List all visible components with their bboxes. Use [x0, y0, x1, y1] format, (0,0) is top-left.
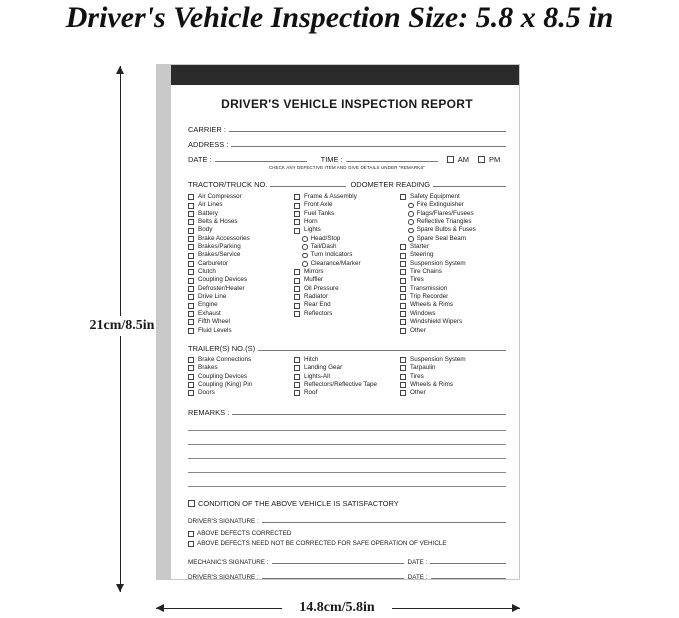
checklist-item[interactable] [400, 364, 506, 372]
checklist-item[interactable] [400, 327, 506, 335]
checklist-item-label: Landing Gear [304, 364, 343, 372]
form-title: DRIVER'S VEHICLE INSPECTION REPORT [221, 97, 473, 111]
checkbox[interactable] [294, 311, 300, 317]
checklist-item[interactable] [188, 260, 294, 268]
remarks-field-line-1[interactable] [232, 414, 506, 415]
satisfactory-label: CONDITION OF THE ABOVE VEHICLE IS SATISFACTORY [198, 498, 399, 508]
checklist-item-label: Lights-All [304, 372, 330, 380]
checklist-item[interactable] [400, 268, 506, 276]
checklist-item-label: Doors [198, 389, 215, 397]
checklist-item[interactable] [400, 381, 506, 389]
checkbox[interactable] [400, 261, 406, 267]
checkbox[interactable] [188, 278, 194, 284]
checklist-item-label: Other [410, 326, 426, 334]
checklist-item-label: Battery [198, 209, 218, 217]
checklist-subitem[interactable] [400, 226, 506, 234]
am-label: AM [457, 155, 469, 164]
radio-circle[interactable] [302, 236, 308, 242]
checklist-item-label: Flags/Flares/Fusees [416, 209, 474, 217]
checklist-item-label: Reflectors [304, 309, 333, 317]
checklist-item[interactable] [400, 193, 506, 201]
checklist-item-label: Exhaust [198, 309, 221, 317]
checklist-item[interactable] [400, 276, 506, 284]
checkbox[interactable] [400, 311, 406, 317]
carrier-row [188, 119, 506, 134]
checklist-item[interactable] [188, 389, 294, 397]
checklist-item-label: Clutch [198, 268, 216, 276]
checklist-subitem[interactable] [294, 260, 400, 268]
checkbox[interactable] [294, 211, 300, 217]
pm-label: PM [488, 155, 501, 164]
remarks-field-line-4[interactable] [188, 445, 506, 459]
checklist-item-label: Spare Seal Beam [416, 234, 466, 242]
checklist-item[interactable] [188, 226, 294, 234]
mechanic-date-label: DATE : [407, 558, 428, 566]
checklist-item-label: Brakes/Parking [198, 243, 241, 251]
checkbox[interactable] [188, 228, 194, 234]
carrier-label: CARRIER : [188, 125, 226, 134]
pm-option[interactable] [478, 155, 500, 164]
checklist-item[interactable] [400, 243, 506, 251]
radio-circle[interactable] [302, 253, 308, 259]
checkbox[interactable] [400, 294, 406, 300]
checklist-item[interactable] [188, 310, 294, 318]
checkbox[interactable] [294, 365, 300, 371]
checklist-item-label: Reflectors/Reflective Tape [304, 380, 378, 388]
radio-circle[interactable] [408, 211, 414, 217]
checklist-item[interactable] [294, 226, 400, 234]
checklist-item[interactable] [400, 356, 506, 364]
checklist-item-label: Brakes/Service [198, 251, 241, 259]
checklist-subitem[interactable] [400, 210, 506, 218]
address-row [188, 134, 506, 149]
checklist-item-label: Spare Bulbs & Fuses [416, 226, 476, 234]
carrier-field[interactable] [229, 131, 506, 132]
checklist-item[interactable] [294, 293, 400, 301]
checklist-item-label: Suspension System [410, 355, 466, 363]
pad-top-bar [171, 65, 519, 85]
checklist-item-label: Front Axle [304, 201, 333, 209]
checklist-item-label: Trip Recorder [410, 293, 449, 301]
checklist-item-label: Coupling Devices [198, 276, 248, 284]
checkbox[interactable] [294, 203, 300, 209]
checkbox[interactable] [400, 194, 406, 200]
checkbox[interactable] [400, 278, 406, 284]
remarks-row [188, 402, 506, 417]
checklist-item[interactable] [400, 251, 506, 259]
checkbox[interactable] [400, 357, 406, 363]
checkbox[interactable] [294, 374, 300, 380]
checklist-item-label: Frame & Assembly [304, 193, 357, 200]
checklist-item[interactable] [188, 276, 294, 284]
checkbox[interactable] [400, 390, 406, 396]
checklist-subitem[interactable] [400, 235, 506, 243]
checklist-item-label: Mirrors [304, 268, 324, 276]
checklist-item-label: Fifth Wheel [198, 318, 230, 326]
checklist-item[interactable] [400, 293, 506, 301]
checklist-item-label: Belts & Hoses [198, 218, 238, 226]
checklist-item-label: Fire Extinguisher [416, 201, 464, 209]
checkbox[interactable] [400, 286, 406, 292]
mechanic-signature-row [188, 551, 506, 566]
checklist-item[interactable] [294, 285, 400, 293]
driver-signature-field-2[interactable] [262, 578, 404, 579]
checklist-item-label: Air Compressor [198, 193, 242, 200]
checklist-item-label: Wheels & Rims [410, 301, 454, 309]
checkbox[interactable] [188, 253, 194, 259]
checkbox[interactable] [400, 365, 406, 371]
checkbox[interactable] [400, 319, 406, 325]
checklist-item[interactable] [294, 364, 400, 372]
checklist-item-label: Rear End [304, 301, 331, 309]
checklist-item[interactable] [188, 251, 294, 259]
checklist-item-label: Tires [410, 276, 424, 284]
checklist-item-label: Defroster/Heater [198, 284, 245, 292]
checkbox[interactable] [188, 236, 194, 242]
radio-circle[interactable] [302, 244, 308, 250]
checklist-item-label: Safety Equipment [410, 193, 460, 200]
checkbox[interactable] [294, 294, 300, 300]
checkbox[interactable] [400, 269, 406, 275]
checklist-item[interactable] [188, 318, 294, 326]
checklist-item-label: Drive Line [198, 293, 227, 301]
checklist-subitem[interactable] [294, 243, 400, 251]
defects-not-needed-label: ABOVE DEFECTS NEED NOT BE CORRECTED FOR SAFE OPERATION OF VEHICLE [197, 540, 447, 548]
checkbox[interactable] [188, 286, 194, 292]
checklist-item[interactable] [294, 201, 400, 209]
checklist-item[interactable] [294, 276, 400, 284]
checkbox[interactable] [294, 286, 300, 292]
checklist-item[interactable] [294, 310, 400, 318]
checklist-item-label: Radiator [304, 293, 328, 301]
checkbox[interactable] [294, 269, 300, 275]
checklist-item[interactable] [188, 327, 294, 335]
checklist-item[interactable] [294, 268, 400, 276]
checklist-item-label: Coupling Devices [198, 372, 248, 380]
date-time-row [188, 149, 506, 164]
odometer-label: ODOMETER READING [350, 180, 431, 189]
checklist-item-label: Fuel Tanks [304, 209, 335, 217]
checklist-item[interactable] [188, 381, 294, 389]
driver-signature-field[interactable] [262, 522, 506, 523]
tractor-field[interactable] [270, 186, 346, 187]
satisfactory-row [188, 499, 506, 508]
tractor-column-2 [294, 193, 400, 335]
checkbox[interactable] [294, 357, 300, 363]
checkbox[interactable] [294, 219, 300, 225]
checklist-item[interactable] [400, 260, 506, 268]
checklist-item[interactable] [400, 301, 506, 309]
checkbox[interactable] [188, 382, 194, 388]
odometer-field[interactable] [433, 186, 506, 187]
driver-date-field[interactable] [431, 578, 506, 579]
checklist-item-label: Starter [410, 243, 429, 251]
checkbox[interactable] [188, 319, 194, 325]
checklist-item[interactable] [294, 373, 400, 381]
date-label: DATE : [188, 155, 212, 164]
checklist-item[interactable] [400, 318, 506, 326]
checklist-item-label: Turn Indicators [310, 251, 353, 259]
checklist-item[interactable] [188, 364, 294, 372]
checklist-item-label: Lights [304, 226, 321, 234]
remarks-label: REMARKS : [188, 407, 230, 417]
checklist-subitem[interactable] [294, 251, 400, 259]
checkbox[interactable] [188, 203, 194, 209]
am-checkbox[interactable] [447, 156, 454, 163]
radio-circle[interactable] [302, 261, 308, 267]
checklist-subitem[interactable] [294, 235, 400, 243]
driver-signature-row-2 [188, 566, 506, 581]
checklist-item-label: Windshield Wipers [410, 318, 463, 326]
checklist-item-label: Fluid Levels [198, 326, 232, 334]
checklist-item[interactable] [188, 285, 294, 293]
checklist-item[interactable] [188, 301, 294, 309]
defects-corrected-row [188, 529, 506, 539]
checklist-item-label: Wheels & Rims [410, 380, 454, 388]
defects-not-needed-row [188, 539, 506, 549]
radio-circle[interactable] [408, 219, 414, 225]
checkbox[interactable] [188, 261, 194, 267]
checkbox[interactable] [188, 374, 194, 380]
driver-signature-label-2: DRIVER'S SIGNATURE : [188, 573, 259, 581]
checklist-item-label: Clearance/Marker [310, 259, 361, 267]
checklist-item[interactable] [400, 310, 506, 318]
checklist-item[interactable] [188, 356, 294, 364]
checkbox[interactable] [400, 382, 406, 388]
inspection-pad [156, 64, 520, 580]
checkbox[interactable] [294, 278, 300, 284]
am-option[interactable] [447, 155, 469, 164]
checkbox[interactable] [188, 311, 194, 317]
remarks-field-line-2[interactable] [188, 417, 506, 431]
checklist-item[interactable] [188, 373, 294, 381]
checkbox[interactable] [188, 211, 194, 217]
checklist-item[interactable] [294, 389, 400, 397]
checklist-item[interactable] [294, 356, 400, 364]
checklist-item-label: Transmission [410, 284, 448, 292]
checkbox[interactable] [188, 365, 194, 371]
checklist-item-label: Other [410, 389, 426, 397]
trailer-field[interactable] [258, 350, 506, 351]
checkbox[interactable] [188, 303, 194, 309]
checklist-item-label: Suspension System [410, 259, 466, 267]
trailer-row [188, 338, 506, 353]
time-field[interactable] [346, 161, 438, 162]
checklist-item-label: Tail/Dash [310, 243, 337, 251]
tractor-row [188, 174, 506, 189]
checkbox[interactable] [400, 328, 406, 334]
remarks-field-line-6[interactable] [188, 473, 506, 487]
trailer-column-2 [294, 356, 400, 398]
trailer-label: TRAILER(S) NO.(S) [188, 343, 256, 353]
remarks-field-line-3[interactable] [188, 431, 506, 445]
address-label: ADDRESS : [188, 140, 229, 149]
checklist-item[interactable] [188, 235, 294, 243]
checkbox[interactable] [188, 328, 194, 334]
checklist-item[interactable] [188, 201, 294, 209]
remarks-field-line-5[interactable] [188, 459, 506, 473]
checklist-item-label: Engine [198, 301, 218, 309]
checklist-item[interactable] [400, 389, 506, 397]
trailer-column-3 [400, 356, 506, 398]
checklist-item-label: Tire Chains [410, 268, 442, 276]
checkbox[interactable] [188, 294, 194, 300]
mechanic-date-field[interactable] [430, 563, 506, 564]
defects-corrected-checkbox[interactable] [188, 531, 194, 537]
mechanic-signature-label: MECHANIC'S SIGNATURE : [188, 558, 269, 566]
checklist-item-label: Tires [410, 372, 424, 380]
checklist-item[interactable] [188, 193, 294, 201]
checklist-item-label: Steering [410, 251, 434, 259]
pad-binding [157, 65, 171, 579]
trailer-checklist [188, 356, 506, 398]
satisfactory-checkbox[interactable] [188, 500, 195, 507]
checklist-item[interactable] [188, 293, 294, 301]
checkbox[interactable] [294, 382, 300, 388]
checklist-item[interactable] [188, 210, 294, 218]
checkbox[interactable] [400, 253, 406, 259]
checklist-item[interactable] [188, 218, 294, 226]
radio-circle[interactable] [408, 203, 414, 209]
checkbox[interactable] [294, 303, 300, 309]
date-field[interactable] [215, 161, 307, 162]
checklist-item[interactable] [188, 243, 294, 251]
tractor-label: TRACTOR/TRUCK NO. [188, 180, 268, 189]
checklist-item-label: Coupling (King) Pin [198, 380, 253, 388]
tractor-column-3 [400, 193, 506, 335]
checklist-item-label: Reflective Triangles [416, 218, 472, 226]
checklist-item-label: Windows [410, 309, 436, 317]
time-label: TIME : [320, 155, 343, 164]
checklist-item-label: Tarpaulin [410, 364, 436, 372]
checklist-subitem[interactable] [400, 218, 506, 226]
checklist-item[interactable] [400, 373, 506, 381]
checkbox[interactable] [188, 357, 194, 363]
defects-not-needed-checkbox[interactable] [188, 541, 194, 547]
checklist-item-label: Body [198, 226, 213, 234]
checklist-item[interactable] [400, 285, 506, 293]
tractor-column-1 [188, 193, 294, 335]
mechanic-signature-field[interactable] [272, 563, 404, 564]
checkbox[interactable] [188, 269, 194, 275]
checkbox[interactable] [188, 390, 194, 396]
checkbox[interactable] [400, 244, 406, 250]
checklist-item-label: Brake Connections [198, 355, 252, 363]
checklist-item-label: Oil Pressure [304, 284, 339, 292]
checklist-item[interactable] [294, 301, 400, 309]
headline-title: Driver's Vehicle Inspection Size: 5.8 x 8.5 in [65, 1, 614, 34]
checkbox[interactable] [400, 374, 406, 380]
checkbox[interactable] [294, 390, 300, 396]
checklist-item-label: Hitch [304, 355, 319, 363]
checkbox[interactable] [294, 194, 300, 200]
checklist-item-label: Head/Stop [310, 234, 341, 242]
form-note: CHECK ANY DEFECTIVE ITEM AND GIVE DETAILS UNDER "REMARKS" [268, 165, 426, 170]
checkbox[interactable] [188, 244, 194, 250]
defects-corrected-label: ABOVE DEFECTS CORRECTED [197, 530, 292, 538]
trailer-column-1 [188, 356, 294, 398]
checklist-item-label: Carburetor [198, 259, 229, 267]
checklist-item-label: Brakes [198, 364, 218, 372]
radio-circle[interactable] [408, 236, 414, 242]
driver-signature-row [188, 510, 506, 525]
checklist-item[interactable] [188, 268, 294, 276]
checklist-item-label: Roof [304, 389, 318, 397]
driver-signature-label: DRIVER'S SIGNATURE : [188, 517, 259, 525]
checklist-item[interactable] [294, 218, 400, 226]
height-dimension-label: 21cm/8.5in [72, 316, 172, 336]
checklist-item-label: Muffler [304, 276, 324, 284]
checklist-item-label: Brake Accessories [198, 234, 250, 242]
checkbox[interactable] [294, 228, 300, 234]
checklist-item[interactable] [294, 381, 400, 389]
checklist-item-label: Horn [304, 218, 318, 226]
checkbox[interactable] [188, 194, 194, 200]
checklist-item[interactable] [294, 193, 400, 201]
pm-checkbox[interactable] [478, 156, 485, 163]
radio-circle[interactable] [408, 228, 414, 234]
checklist-item[interactable] [294, 210, 400, 218]
address-field[interactable] [231, 146, 506, 147]
checkbox[interactable] [400, 303, 406, 309]
checklist-item-label: Air Lines [198, 201, 223, 209]
checklist-subitem[interactable] [400, 201, 506, 209]
inspection-form [188, 85, 506, 581]
tractor-checklist [188, 193, 506, 335]
width-dimension-label: 14.8cm/5.8in [282, 599, 392, 617]
checkbox[interactable] [188, 219, 194, 225]
driver-date-label: DATE : [407, 573, 428, 581]
